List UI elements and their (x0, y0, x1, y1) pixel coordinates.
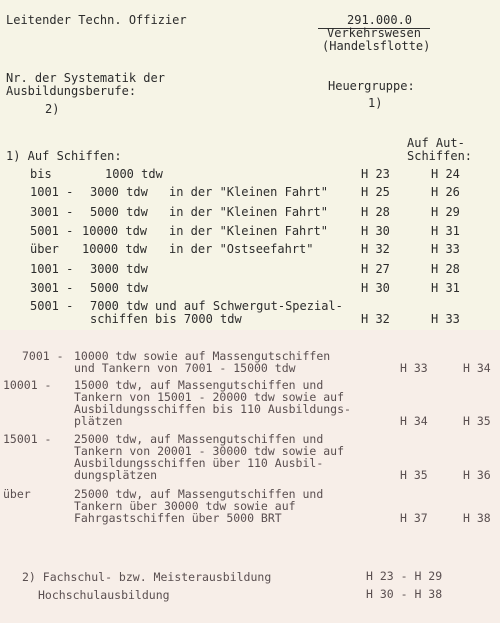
row-from: über (30, 242, 59, 256)
row-heuergruppe: H 37 (400, 511, 428, 525)
row-heuergruppe: H 23 (361, 167, 390, 181)
section-2-line-1: 2) Fachschul- bzw. Meisterausbildung (22, 570, 272, 584)
row-from: 10001 - (3, 378, 52, 392)
row-description-line-1: 25000 tdw, auf Massengutschiffen und (74, 487, 324, 501)
row-description-line-2: und Tankern von 7001 - 15000 tdw (74, 361, 296, 375)
row-to: 5000 tdw (90, 205, 148, 219)
row-description-line-2: schiffen bis 7000 tdw (90, 312, 242, 326)
section-1-title: 1) Auf Schiffen: (6, 149, 122, 163)
position-title: Leitender Techn. Offizier (6, 13, 187, 27)
section-2-range-1: H 23 - H 29 (366, 569, 443, 583)
row-from: 5001 - (30, 224, 74, 238)
row-heuergruppe-aut: H 31 (431, 281, 460, 295)
row-description-line-3: Fahrgastschiffen über 5000 BRT (74, 511, 282, 525)
row-from: 7001 - (22, 349, 64, 363)
row-from: 5001 - (30, 299, 74, 313)
row-to: 10000 tdw (82, 224, 148, 238)
row-heuergruppe-aut: H 29 (431, 205, 460, 219)
lower-page-section (0, 330, 500, 623)
aut-header-1: Auf Aut- (407, 136, 465, 150)
row-heuergruppe: H 30 (361, 224, 390, 238)
row-from: 15001 - (3, 432, 52, 446)
row-heuergruppe: H 32 (361, 312, 390, 326)
row-heuergruppe: H 25 (361, 185, 390, 199)
row-heuergruppe-aut: H 35 (463, 414, 491, 428)
row-heuergruppe-aut: H 26 (431, 185, 460, 199)
row-description-line-4: plätzen (74, 414, 123, 428)
row-description-line-1: 25000 tdw, auf Massengutschiffen und (74, 432, 324, 446)
row-heuergruppe-aut: H 24 (431, 167, 460, 181)
systematik-label-1: Nr. der Systematik der (6, 71, 165, 85)
section-2-range-2: H 30 - H 38 (366, 587, 443, 601)
heuergruppe-note: 1) (368, 96, 383, 110)
row-description: in der "Kleinen Fahrt" (169, 205, 328, 219)
row-to: 3000 tdw (90, 262, 148, 276)
row-heuergruppe-aut: H 36 (463, 468, 491, 482)
row-to: 5000 tdw (90, 281, 148, 295)
systematik-label-2: Ausbildungsberufe: (6, 84, 137, 98)
aut-header-2: Schiffen: (407, 149, 473, 163)
position-code: 291.000.0 (347, 13, 413, 27)
systematik-note: 2) (45, 102, 60, 116)
row-to: 1000 tdw (105, 167, 163, 181)
row-from: 3001 - (30, 205, 74, 219)
row-description-line-2: Tankern über 30000 tdw sowie auf (74, 499, 296, 513)
row-heuergruppe: H 28 (361, 205, 390, 219)
row-description-line-3: Ausbildungsschiffen bis 110 Ausbildungs- (74, 402, 351, 416)
row-description-line-2: Tankern von 20001 - 30000 tdw sowie auf (74, 444, 345, 458)
section-2-line-2: Hochschulausbildung (38, 588, 170, 602)
row-heuergruppe-aut: H 34 (463, 361, 491, 375)
row-description: in der "Ostseefahrt" (169, 242, 314, 256)
row-heuergruppe-aut: H 31 (431, 224, 460, 238)
row-from: über (3, 487, 31, 501)
sector-line-2: (Handelsflotte) (322, 39, 431, 53)
row-heuergruppe-aut: H 28 (431, 262, 460, 276)
row-to: 10000 tdw (82, 242, 148, 256)
row-heuergruppe: H 33 (400, 361, 428, 375)
row-from: bis (30, 167, 52, 181)
row-description-line-4: dungsplätzen (74, 468, 158, 482)
row-description: in der "Kleinen Fahrt" (169, 224, 328, 238)
row-from: 1001 - (30, 262, 74, 276)
row-to: 3000 tdw (90, 185, 148, 199)
row-heuergruppe-aut: H 33 (431, 312, 460, 326)
row-heuergruppe: H 32 (361, 242, 390, 256)
row-description-line-2: Tankern von 15001 - 20000 tdw sowie auf (74, 390, 345, 404)
row-description-line-1: 15000 tdw, auf Massengutschiffen und (74, 378, 324, 392)
row-heuergruppe: H 35 (400, 468, 428, 482)
row-heuergruppe-aut: H 33 (431, 242, 460, 256)
row-heuergruppe-aut: H 38 (463, 511, 491, 525)
row-from: 1001 - (30, 185, 74, 199)
row-description-line-1: 7000 tdw und auf Schwergut-Spezial- (90, 299, 343, 313)
row-description-line-1: 10000 tdw sowie auf Massengutschiffen (74, 349, 331, 363)
row-heuergruppe: H 27 (361, 262, 390, 276)
row-from: 3001 - (30, 281, 74, 295)
row-description: in der "Kleinen Fahrt" (169, 185, 328, 199)
row-description-line-3: Ausbildungsschiffen über 110 Ausbil- (74, 456, 324, 470)
heuergruppe-label: Heuergruppe: (328, 79, 415, 93)
row-heuergruppe: H 30 (361, 281, 390, 295)
row-heuergruppe: H 34 (400, 414, 428, 428)
sector-line-1: Verkehrswesen (327, 26, 421, 40)
